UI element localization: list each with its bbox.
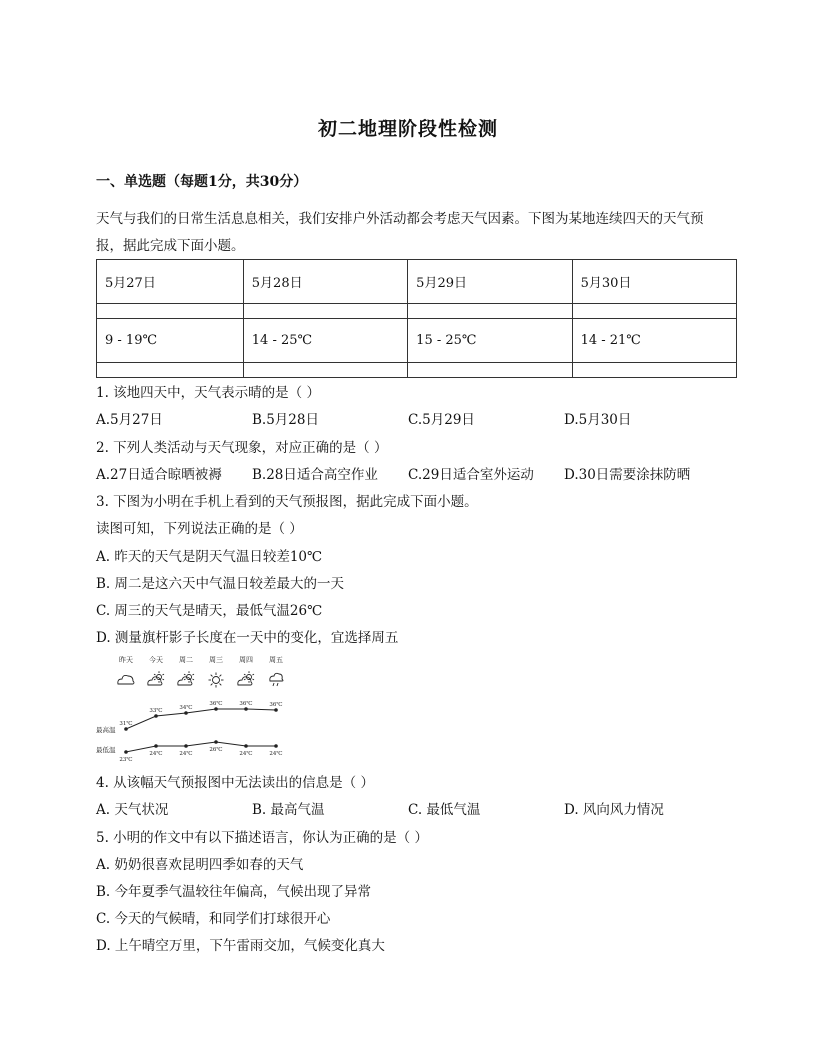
question-1-option-b: B.5月28日 xyxy=(252,412,319,428)
question-1-option-d: D.5月30日 xyxy=(564,412,632,428)
page-title: 初二地理阶段性检测 xyxy=(317,118,498,140)
question-4-option-b: B. 最高气温 xyxy=(252,802,325,818)
question-2-option-d: D.30日需要涂抹防晒 xyxy=(564,467,691,483)
question-2-option-b: B.28日适合高空作业 xyxy=(252,467,378,483)
low-temp-point xyxy=(154,744,158,748)
table-empty-cell xyxy=(97,363,244,378)
high-temp-point xyxy=(184,711,188,715)
cloud-icon xyxy=(118,675,134,684)
forecast-table xyxy=(96,259,737,378)
high-temp-point xyxy=(124,727,128,731)
high-temp-value: 36℃ xyxy=(269,702,283,708)
question-2-option-a: A.27日适合晾晒被褥 xyxy=(96,467,222,483)
day-label: 周三 xyxy=(209,656,223,664)
high-temp-value: 33℃ xyxy=(149,708,163,714)
high-temp-value: 36℃ xyxy=(209,701,223,707)
shower-icon xyxy=(270,673,283,686)
question-5-option-b: B. 今年夏季气温较往年偏高，气候出现了异常 xyxy=(96,884,372,900)
low-temp-point xyxy=(184,744,188,748)
question-5-option-c: C. 今天的气候晴，和同学们打球很开心 xyxy=(96,911,331,927)
weather-forecast-figure xyxy=(96,653,306,765)
low-temp-value: 24℃ xyxy=(239,751,253,757)
question-1-stem: 1. 该地四天中，天气表示晴的是（ ） xyxy=(96,385,320,401)
high-temp-value: 34℃ xyxy=(179,705,193,711)
question-1-option-c: C.5月29日 xyxy=(408,412,475,428)
question-3-option-c: C. 周三的天气是晴天，最低气温26℃ xyxy=(96,603,323,619)
question-2-stem: 2. 下列人类活动与天气现象，对应正确的是（ ） xyxy=(96,440,388,456)
day-label: 今天 xyxy=(149,656,163,664)
table-temp-cell: 14 - 21℃ xyxy=(572,319,736,363)
low-temp-value: 24℃ xyxy=(179,751,193,757)
section-heading: 一、单选题（每题1分，共30分） xyxy=(96,174,308,190)
question-3-option-d: D. 测量旗杆影子长度在一天中的变化，宜选择周五 xyxy=(96,630,399,646)
high-temp-point xyxy=(274,708,278,712)
table-empty-cell xyxy=(408,363,572,378)
high-temp-point xyxy=(154,714,158,718)
high-temp-point xyxy=(244,707,248,711)
low-temp-label: 最低温 xyxy=(96,746,116,754)
high-temp-point xyxy=(214,707,218,711)
table-temp-cell: 15 - 25℃ xyxy=(408,319,572,363)
sun-icon xyxy=(209,673,224,688)
high-temp-value: 36℃ xyxy=(239,701,253,707)
low-temp-point xyxy=(124,750,128,754)
table-date-cell: 5月27日 xyxy=(97,260,244,304)
table-date-cell: 5月30日 xyxy=(572,260,736,304)
question-4-option-c: C. 最低气温 xyxy=(408,802,481,818)
table-temp-cell: 9 - 19℃ xyxy=(97,319,244,363)
day-label: 周二 xyxy=(179,656,193,664)
partly-cloudy-icon xyxy=(148,671,164,685)
question-3-option-a: A. 昨天的天气是阴天气温日较差10℃ xyxy=(96,549,323,565)
question-4-stem: 4. 从该幅天气预报图中无法读出的信息是（ ） xyxy=(96,775,374,791)
intro-paragraph: 天气与我们的日常生活息息相关，我们安排户外活动都会考虑天气因素。下图为某地连续四天的天气预报，据此完成下面小题。 xyxy=(96,211,704,254)
low-temp-value: 23℃ xyxy=(119,757,133,763)
question-3-sub: 读图可知，下列说法正确的是（ ） xyxy=(96,521,303,537)
table-date-cell: 5月29日 xyxy=(408,260,572,304)
partly-cloudy-icon xyxy=(178,671,194,685)
table-empty-cell xyxy=(408,304,572,319)
low-temp-point xyxy=(214,740,218,744)
table-empty-cell xyxy=(572,304,736,319)
high-temp-value: 31℃ xyxy=(119,721,133,727)
question-1-option-a: A.5月27日 xyxy=(96,412,163,428)
question-3-stem: 3. 下图为小明在手机上看到的天气预报图，据此完成下面小题。 xyxy=(96,494,478,510)
question-5-option-a: A. 奶奶很喜欢昆明四季如春的天气 xyxy=(96,857,304,873)
table-empty-cell xyxy=(97,304,244,319)
question-4-option-a: A. 天气状况 xyxy=(96,802,169,818)
low-temp-value: 24℃ xyxy=(269,751,283,757)
question-3-option-b: B. 周二是这六天中气温日较差最大的一天 xyxy=(96,576,345,592)
high-temp-label: 最高温 xyxy=(96,726,116,734)
table-temp-cell: 14 - 25℃ xyxy=(243,319,407,363)
low-temp-point xyxy=(274,744,278,748)
partly-cloudy-icon xyxy=(238,671,254,685)
low-temp-value: 24℃ xyxy=(149,751,163,757)
day-label: 周五 xyxy=(269,656,283,664)
question-4-option-d: D. 风向风力情况 xyxy=(564,802,664,818)
low-temp-point xyxy=(244,744,248,748)
day-label: 昨天 xyxy=(119,656,133,664)
question-2-option-c: C.29日适合室外运动 xyxy=(408,467,534,483)
table-empty-cell xyxy=(243,304,407,319)
table-empty-cell xyxy=(243,363,407,378)
day-label: 周四 xyxy=(239,656,253,664)
question-5-option-d: D. 上午晴空万里，下午雷雨交加，气候变化真大 xyxy=(96,938,385,954)
table-date-cell: 5月28日 xyxy=(243,260,407,304)
question-5-stem: 5. 小明的作文中有以下描述语言，你认为正确的是（ ） xyxy=(96,830,428,846)
low-temp-value: 26℃ xyxy=(209,747,223,753)
table-empty-cell xyxy=(572,363,736,378)
